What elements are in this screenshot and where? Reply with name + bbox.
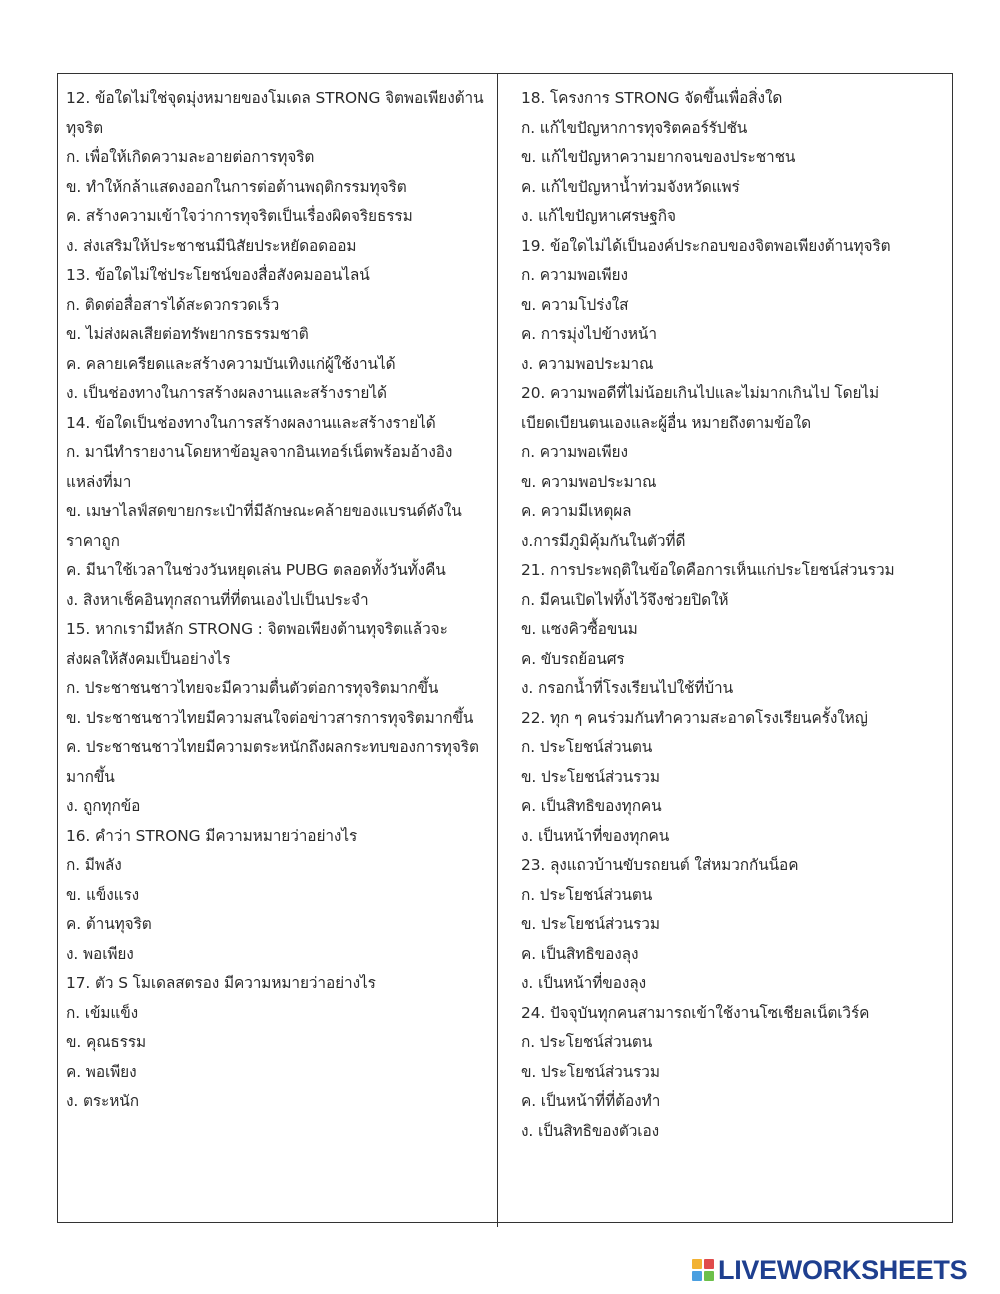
logo-text: LIVEWORKSHEETS: [718, 1254, 968, 1285]
worksheet-line: ง. พอเพียง: [66, 944, 134, 963]
worksheet-line: 21. การประพฤติในข้อใดคือการเห็นแก่ประโยชน์ส่วนรวม: [521, 561, 895, 579]
worksheet-line: ง. เป็นสิทธิของตัวเอง: [521, 1121, 660, 1140]
worksheet-line: ทุจริต: [66, 118, 104, 137]
worksheet-line: 17. ตัว S โมเดลสตรอง มีความหมายว่าอย่างไร: [66, 974, 376, 992]
worksheet-line: ก. เข้มแข็ง: [66, 1003, 139, 1022]
worksheet-line: ค. เป็นสิทธิของลุง: [521, 944, 639, 963]
left-question-column: [66, 84, 494, 1117]
worksheet-line: 16. คำว่า STRONG มีความหมายว่าอย่างไร: [66, 826, 358, 845]
worksheet-line: ส่งผลให้สังคมเป็นอย่างไร: [66, 649, 231, 668]
worksheet-line: ค. ประชาชนชาวไทยมีความตระหนักถึงผลกระทบของการทุจริต: [66, 738, 479, 756]
worksheet-line: ก. ติดต่อสื่อสารได้สะดวกรวดเร็ว: [66, 295, 280, 314]
worksheet-line: ข. ความพอประมาณ: [521, 472, 657, 491]
worksheet-line: ก. ความพอเพียง: [521, 266, 628, 284]
worksheet-line: ค. เป็นสิทธิของทุกคน: [521, 797, 662, 815]
worksheet-line: 14. ข้อใดเป็นช่องทางในการสร้างผลงานและสร้างรายได้: [66, 413, 436, 432]
worksheet-line: ง. กรอกน้ำที่โรงเรียนไปใช้ที่บ้าน: [521, 679, 734, 697]
worksheet-line: ค. ต้านทุจริต: [66, 915, 152, 933]
worksheet-line: ข. ประชาชนชาวไทยมีความสนใจต่อข่าวสารการทุจริตมากขึ้น: [66, 708, 474, 727]
worksheet-line: ง. สิงหาเช็คอินทุกสถานที่ที่ตนเองไปเป็นประจำ: [66, 590, 369, 609]
worksheet-line: ก. ประโยชน์ส่วนตน: [521, 1033, 653, 1051]
worksheet-line: ง. เป็นหน้าที่ของทุกคน: [521, 826, 670, 845]
worksheet-line: ค. เป็นหน้าที่ที่ต้องทำ: [521, 1092, 661, 1110]
worksheet-line: ก. ความพอเพียง: [521, 443, 628, 461]
worksheet-line: มากขึ้น: [66, 767, 115, 786]
worksheet-line: ก. มีพลัง: [66, 856, 122, 874]
liveworksheets-logo-icon: [692, 1259, 714, 1281]
worksheet-line: 22. ทุก ๆ คนร่วมกันทำความสะอาดโรงเรียนครั้งใหญ่: [521, 708, 868, 727]
worksheet-line: ข. ประโยชน์ส่วนรวม: [521, 915, 660, 933]
column-divider: [497, 73, 498, 1227]
worksheet-line: ข. ไม่ส่งผลเสียต่อทรัพยากรธรรมชาติ: [66, 325, 309, 343]
worksheet-line: 23. ลุงแถวบ้านขับรถยนต์ ใส่หมวกกันน็อค: [521, 856, 799, 874]
worksheet-line: ก. มานีทำรายงานโดยหาข้อมูลจากอินเทอร์เน็ตพร้อมอ้างอิง: [66, 443, 453, 461]
worksheet-line: ค. การมุ่งไปข้างหน้า: [521, 325, 657, 343]
worksheet-line: ค. คลายเครียดและสร้างความบันเทิงแก่ผู้ใช้งานได้: [66, 354, 396, 373]
worksheet-line: ข. ความโปร่งใส: [521, 295, 629, 314]
worksheet-line: ข. ประโยชน์ส่วนรวม: [521, 1062, 660, 1081]
worksheet-line: ก. มีคนเปิดไฟทิ้งไว้จึงช่วยปิดให้: [521, 590, 729, 609]
worksheet-line: ง. ส่งเสริมให้ประชาชนมีนิสัยประหยัดอดออม: [66, 236, 357, 255]
worksheet-line: ข. ทำให้กล้าแสดงออกในการต่อต้านพฤติกรรมทุจริต: [66, 177, 407, 196]
worksheet-line: 24. ปัจจุบันทุกคนสามารถเข้าใช้งานโซเชียลเน็ตเวิร์ค: [521, 1003, 870, 1022]
worksheet-line: ค. ขับรถย้อนศร: [521, 649, 625, 668]
worksheet-line: 15. หากเรามีหลัก STRONG : จิตพอเพียงต้านทุจริตแล้วจะ: [66, 620, 448, 638]
worksheet-line: ง.การมีภูมิคุ้มกันในตัวที่ดี: [521, 531, 686, 550]
worksheet-line: 19. ข้อใดไม่ได้เป็นองค์ประกอบของจิตพอเพียงต้านทุจริต: [521, 236, 891, 255]
worksheet-line: เบียดเบียนตนเองและผู้อื่น หมายถึงตามข้อใด: [521, 413, 811, 432]
worksheet-line: ง. ตระหนัก: [66, 1092, 139, 1110]
worksheet-line: ราคาถูก: [66, 531, 120, 550]
worksheet-line: ค. แก้ไขปัญหาน้ำท่วมจังหวัดแพร่: [521, 177, 740, 196]
worksheet-line: 12. ข้อใดไม่ใช่จุดมุ่งหมายของโมเดล STRONG จิตพอเพียงต้าน: [66, 89, 484, 107]
worksheet-line: ก. เพื่อให้เกิดความละอายต่อการทุจริต: [66, 148, 315, 166]
worksheet-line: ข. แก้ไขปัญหาความยากจนของประชาชน: [521, 148, 796, 166]
worksheet-line: ข. แซงคิวซื้อขนม: [521, 620, 638, 638]
worksheet-line: ง. เป็นหน้าที่ของลุง: [521, 974, 647, 992]
worksheet-line: ง. ถูกทุกข้อ: [66, 797, 141, 815]
worksheet-line: ง. ความพอประมาณ: [521, 354, 654, 373]
worksheet-line: ง. เป็นช่องทางในการสร้างผลงานและสร้างรายได้: [66, 384, 387, 402]
worksheet-line: ค. มีนาใช้เวลาในช่วงวันหยุดเล่น PUBG ตลอดทั้งวันทั้งคืน: [66, 561, 446, 579]
worksheet-line: ค. พอเพียง: [66, 1062, 137, 1081]
worksheet-line: ก. แก้ไขปัญหาการทุจริตคอร์รัปชัน: [521, 118, 748, 137]
worksheet-line: ก. ประโยชน์ส่วนตน: [521, 738, 653, 756]
worksheet-line: ก. ประโยชน์ส่วนตน: [521, 885, 653, 904]
worksheet-line: ข. เมษาไลฟ์สดขายกระเป๋าที่มีลักษณะคล้ายของแบรนด์ดังใน: [66, 502, 462, 520]
worksheet-line: ข. ประโยชน์ส่วนรวม: [521, 767, 660, 786]
worksheet-line: ข. คุณธรรม: [66, 1033, 147, 1051]
worksheet-line: 20. ความพอดีที่ไม่น้อยเกินไปและไม่มากเกินไป โดยไม่: [521, 384, 880, 402]
worksheet-line: 13. ข้อใดไม่ใช่ประโยชน์ของสื่อสังคมออนไลน์: [66, 266, 370, 284]
liveworksheets-logo[interactable]: [692, 1253, 967, 1287]
worksheet-line: ข. แข็งแรง: [66, 885, 140, 904]
worksheet-line: ก. ประชาชนชาวไทยจะมีความตื่นตัวต่อการทุจริตมากขึ้น: [66, 679, 439, 697]
right-question-column: [521, 84, 947, 1146]
worksheet-line: 18. โครงการ STRONG จัดขึ้นเพื่อสิ่งใด: [521, 89, 783, 107]
worksheet-line: ค. ความมีเหตุผล: [521, 502, 632, 520]
worksheet-line: ค. สร้างความเข้าใจว่าการทุจริตเป็นเรื่องผิดจริยธรรม: [66, 207, 413, 225]
worksheet-line: ง. แก้ไขปัญหาเศรษฐกิจ: [521, 207, 676, 225]
worksheet-line: แหล่งที่มา: [66, 472, 132, 491]
